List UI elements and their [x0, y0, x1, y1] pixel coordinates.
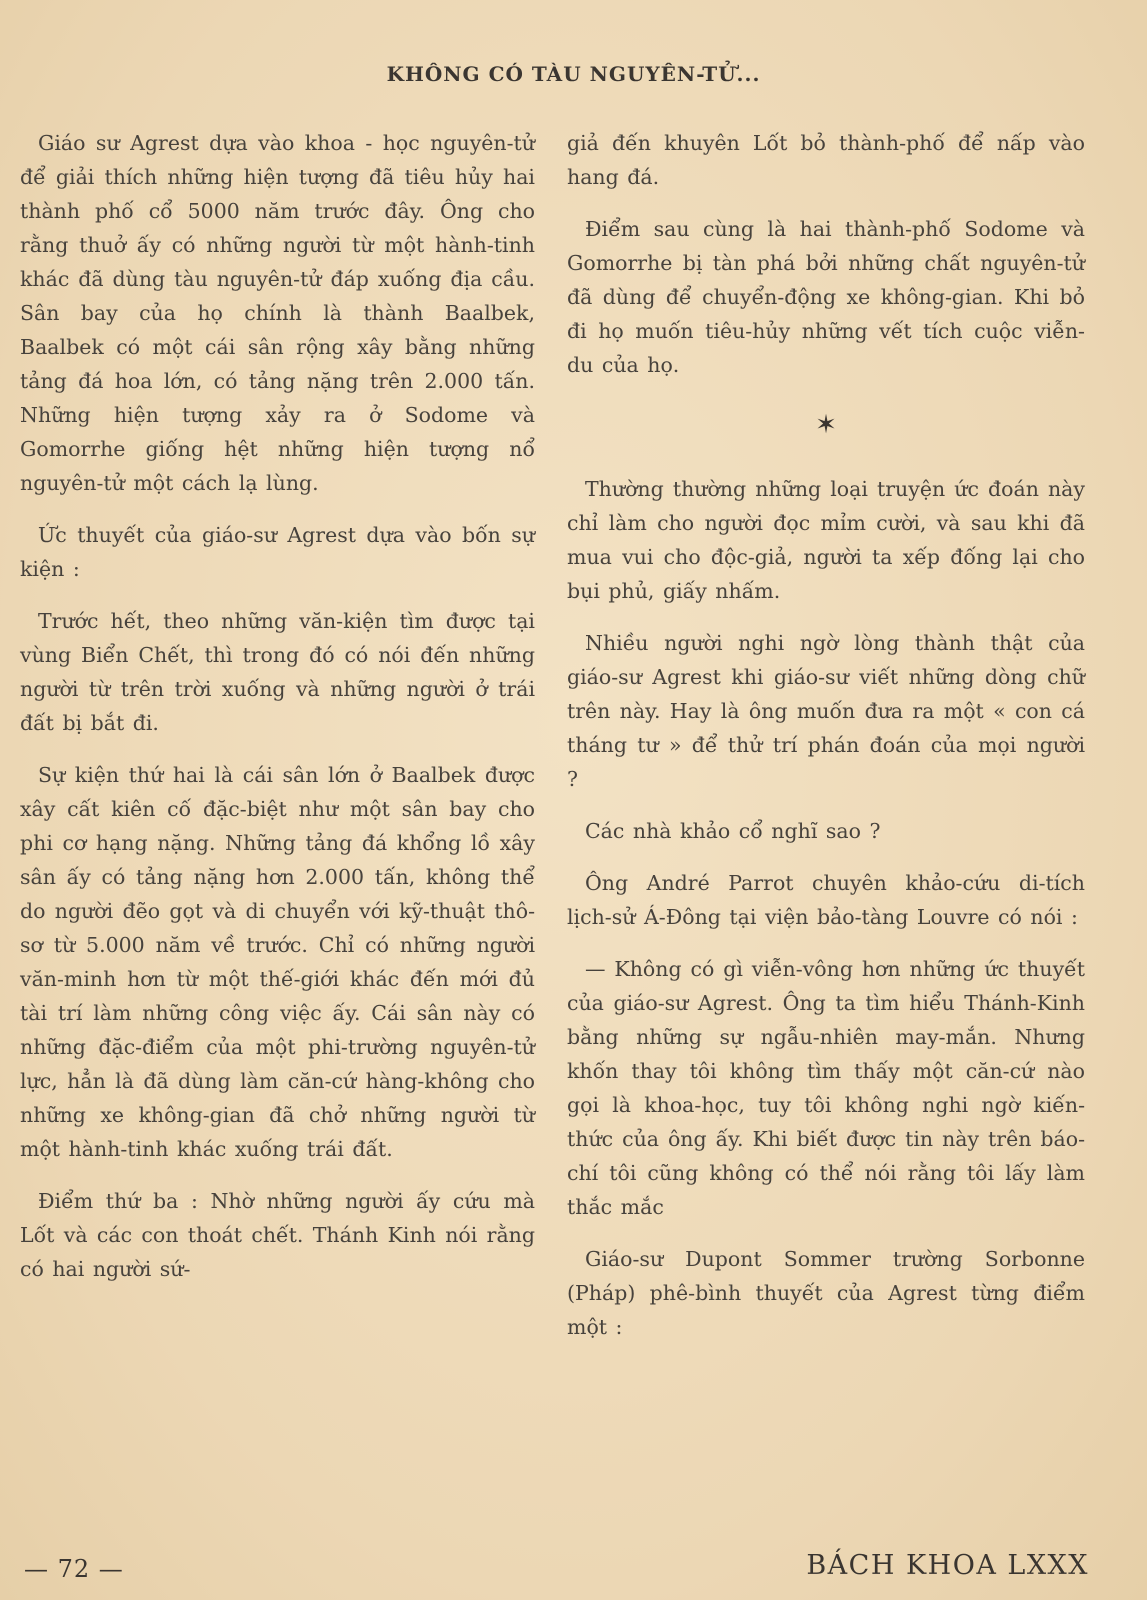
paragraph: Điểm sau cùng là hai thành-phố Sodome và Gomorrhe bị tàn phá bởi những chất nguyên-tử đã dùng để chuyển-động xe không-gian. Khi bỏ đi họ muốn tiêu-hủy những vết tích cuộc viễn-du của họ.	[567, 217, 1085, 377]
article-title: KHÔNG CÓ TÀU NGUYÊN-TỬ...	[386, 62, 761, 86]
paragraph-continuation: giả đến khuyên Lốt bỏ thành-phố để nấp vào hang đá.	[567, 131, 1085, 189]
paragraph: Trước hết, theo những văn-kiện tìm được tại vùng Biển Chết, thì trong đó có nói đến những người từ trên trời xuống và những người ở trái đất bị bắt đi.	[20, 609, 535, 735]
paragraph: Nhiều người nghi ngờ lòng thành thật của giáo-sư Agrest khi giáo-sư viết những dòng chữ trên này. Hay là ông muốn đưa ra một « con cá tháng tư » để thử trí phán đoán của mọi người ?	[567, 631, 1085, 791]
paragraph: Ức thuyết của giáo-sư Agrest dựa vào bốn sự kiện :	[20, 523, 535, 581]
magazine-issue: BÁCH KHOA LXXX	[806, 1550, 1089, 1581]
paragraph: — Không có gì viễn-vông hơn những ức thuyết của giáo-sư Agrest. Ông ta tìm hiểu Thánh-Kinh bằng những sự ngẫu-nhiên may-mắn. Nhưng khốn thay tôi không tìm thấy một căn-cứ nào gọi là khoa-học, tuy tôi không nghi ngờ kiến-thức của ông ấy. Khi biết được tin này trên báo-chí tôi cũng không có thể nói rằng tôi lấy làm thắc mắc	[567, 957, 1085, 1219]
left-column	[20, 126, 535, 1304]
section-separator-star-icon: ✶	[815, 410, 837, 440]
paragraph: Giáo sư Agrest dựa vào khoa - học nguyên-tử để giải thích những hiện tượng đã tiêu hủy hai thành phố cổ 5000 năm trước đây. Ông cho rằng thuở ấy có những người từ một hành-tinh khác đã dùng tàu nguyên-tử đáp xuống địa cầu. Sân bay của họ chính là thành Baalbek, Baalbek có một cái sân rộng xây bằng những tảng đá hoa lớn, có tảng nặng trên 2.000 tấn. Những hiện tượng xảy ra ở Sodome và Gomorrhe giống hệt những hiện tượng nổ nguyên-tử một cách lạ lùng.	[20, 131, 535, 495]
page-number: — 72 —	[24, 1555, 124, 1583]
paragraph: Sự kiện thứ hai là cái sân lớn ở Baalbek được xây cất kiên cố đặc-biệt như một sân bay cho phi cơ hạng nặng. Những tảng đá khổng lồ xây sân ấy có tảng nặng hơn 2.000 tấn, không thể do người đẽo gọt và di chuyển với kỹ-thuật thô-sơ từ 5.000 năm về trước. Chỉ có những người văn-minh hơn từ một thế-giới khác đến mới đủ tài trí làm những công việc ấy. Cái sân này có những đặc-điểm của một phi-trường nguyên-tử lực, hẳn là đã dùng làm căn-cứ hàng-không cho những xe không-gian đã chở những người từ một hành-tinh khác xuống trái đất.	[20, 763, 535, 1161]
paragraph: Thường thường những loại truyện ức đoán này chỉ làm cho người đọc mỉm cười, và sau khi đã mua vui cho độc-giả, người ta xếp đống lại cho bụi phủ, giấy nhấm.	[567, 477, 1085, 603]
paragraph: Giáo-sư Dupont Sommer trường Sorbonne (Pháp) phê-bình thuyết của Agrest từng điểm một :	[567, 1247, 1085, 1339]
paragraph: Ông André Parrot chuyên khảo-cứu di-tích lịch-sử Á-Đông tại viện bảo-tàng Louvre có nói :	[567, 871, 1085, 929]
paragraph: Điểm thứ ba : Nhờ những người ấy cứu mà Lốt và các con thoát chết. Thánh Kinh nói rằng có hai người sứ-	[20, 1189, 535, 1281]
paragraph: Các nhà khảo cổ nghĩ sao ?	[585, 819, 881, 843]
right-column	[567, 126, 1085, 1362]
